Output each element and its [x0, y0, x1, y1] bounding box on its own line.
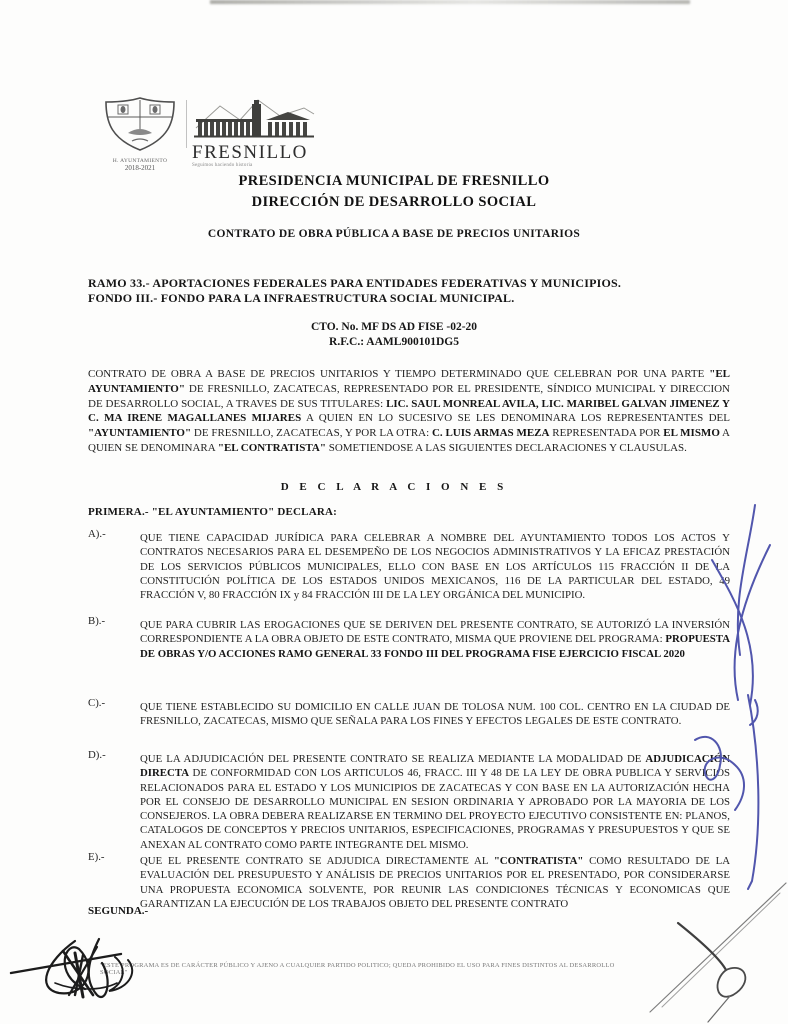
item-label: D).-: [88, 749, 106, 761]
document-title: [0, 171, 788, 213]
item-text: QUE TIENE ESTABLECIDO SU DOMICILIO EN CALLE JUAN DE TOLOSA NUM. 100 COL. CENTRO EN LA CIUDAD DE FRESNILLO, ZACATECAS, MISMO QUE SEÑALA PARA LOS FINES Y EFECTOS LEGALES DE ESTE CONTRATO.: [140, 701, 730, 728]
fresnillo-wordmark: FRESNILLO: [192, 142, 308, 163]
contract-number: CTO. No. MF DS AD FISE -02-20: [310, 321, 478, 333]
declaration-item-b: [88, 615, 730, 661]
fresnillo-logo: [192, 98, 320, 169]
crest-years: 2018-2021: [124, 164, 156, 172]
scan-artifact-top: [210, 0, 690, 4]
program-line-fondo: FONDO III.- FONDO PARA LA INFRAESTRUCTURA SOCIAL MUNICIPAL.: [88, 291, 515, 305]
municipal-crest-logo: [98, 95, 182, 172]
program-line-ramo: RAMO 33.- APORTACIONES FEDERALES PARA ENTIDADES FEDERATIVAS Y MUNICIPIOS.: [88, 276, 622, 290]
item-text: QUE TIENE CAPACIDAD JURÍDICA PARA CELEBRAR A NOMBRE DEL AYUNTAMIENTO TODOS LOS ACTOS Y CONTRATOS NECESARIOS PARA EL DESEMPEÑO DE LOS NEGOCIOS ADMINISTRATIVOS Y LA EFICAZ PRESTACIÓN DE LOS SERVICIOS PÚBLICOS MUNICIPALES, ELLO CON BASE EN LOS ARTÍCULOS 115 FRACCIÓN II DE LA CONSTITUCIÓN POLÍTICA DE LOS ESTADOS UNIDOS MEXICANOS, 116 DE LA PARTICULAR DEL ESTADO, 49 FRACCIÓN V, 80 FRACCIÓN IX y 84 FRACCIÓN III DE LA LEY ORGÁNICA DEL MUNICIPIO.: [140, 532, 730, 602]
declaration-item-a: [88, 528, 730, 602]
crest-shield-icon: [98, 95, 182, 153]
declaration-item-c: [88, 697, 730, 729]
contract-reference: [0, 320, 788, 350]
fresnillo-tagline: Seguimos haciendo historia: [192, 163, 253, 168]
item-label: B).-: [88, 615, 106, 627]
item-label: A).-: [88, 528, 106, 540]
footer-disclaimer: "ESTE PROGRAMA ES DE CARÁCTER PÚBLICO Y AJENO A CUALQUIER PARTIDO POLITICO; QUEDA PROHIBIDO EL USO PARA FINES DISTINTOS AL DESARROLLO SOCIAL": [100, 962, 615, 976]
item-text: QUE EL PRESENTE CONTRATO SE ADJUDICA DIRECTAMENTE AL "CONTRATISTA" COMO RESULTADO DE LA EVALUACIÓN DEL PRESUPUESTO Y ANÁLISIS DE PRECIOS UNITARIOS POR EL PRESENTADO, POR CONSIDERARSE UNA PROPUESTA ECONOMICA SOLVENTE, POR REUNIR LAS CONDICIONES TÉCNICAS Y ECONOMICAS QUE GARANTIZAN LA EJECUCIÓN DE LOS TRABAJOS OBJETO DEL PRESENTE CONTRATO: [140, 855, 730, 910]
item-text: QUE LA ADJUDICACIÓN DEL PRESENTE CONTRATO SE REALIZA MEDIANTE LA MODALIDAD DE ADJUDICACIÓN DIRECTA DE CONFORMIDAD CON LOS ARTICULOS 46, FRACC. III Y 48 DE LA LEY DE OBRA PUBLICA Y SERVICIOS RELACIONADOS PARA EL ESTADO Y LOS MUNICIPIOS DE ZACATECAS Y CON BASE EN LA AUTORIZACIÓN HECHA POR EL CONSEJO DE DESARROLLO MUNICIPAL EN SESION ORDINARIA Y APROBADO POR LA MAYORIA DE LOS CONSEJEROS. LA OBRA DEBERA REALIZARSE EN TERMINO DEL PROYECTO EJECUTIVO CONSISTENTE EN: PLANOS, CATALOGOS DE CONCEPTOS Y PRECIOS UNITARIOS, ESPECIFICACIONES, PROGRAMAS Y PRESUPUESTOS Y QUE SE ANEXAN AL CONTRATO COMO PARTE INTEGRANTE DEL MISMO.: [140, 753, 730, 851]
declaration-item-d: [88, 749, 730, 852]
crest-caption: H. AYUNTAMIENTO: [112, 158, 168, 164]
item-label: C).-: [88, 697, 106, 709]
item-label: E).-: [88, 851, 105, 863]
title-line-1: PRESIDENCIA MUNICIPAL DE FRESNILLO: [238, 173, 550, 189]
document-subtitle: CONTRATO DE OBRA PÚBLICA A BASE DE PRECIOS UNITARIOS: [207, 228, 581, 240]
item-text: QUE PARA CUBRIR LAS EROGACIONES QUE SE DERIVEN DEL PRESENTE CONTRATO, SE AUTORIZÓ LA INVERSIÓN CORRESPONDIENTE A LA OBRA OBJETO DE ESTE CONTRATO, MISMA QUE PROVIENE DEL PROGRAMA: PROPUESTA DE OBRAS Y/O ACCIONES RAMO GENERAL 33 FONDO III DEL PROGRAMA FISE EJERCICIO FISCAL 2020: [140, 619, 730, 660]
primera-heading: PRIMERA.- "EL AYUNTAMIENTO" DECLARA:: [88, 506, 338, 518]
fresnillo-building-icon: [192, 98, 316, 138]
title-line-2: DIRECCIÓN DE DESARROLLO SOCIAL: [251, 194, 537, 210]
declaraciones-heading: D E C L A R A C I O N E S: [280, 481, 508, 493]
logo-divider: [186, 100, 187, 148]
declaration-item-e: [88, 851, 730, 911]
contract-rfc: R.F.C.: AAML900101DG5: [329, 336, 459, 348]
intro-paragraph: CONTRATO DE OBRA A BASE DE PRECIOS UNITARIOS Y TIEMPO DETERMINADO QUE CELEBRAN POR UNA PARTE "EL AYUNTAMIENTO" DE FRESNILLO, ZACATECAS, REPRESENTADO POR EL PRESIDENTE, SÍNDICO MUNICIPAL Y DIRECCION DE DESARROLLO SOCIAL, A TRAVES DE SUS TITULARES: LIC. SAUL MONREAL AVILA, LIC. MARIBEL GALVAN JIMENEZ Y C. MA IRENE MAGALLANES MIJARES A QUIEN EN LO SUCESIVO SE LES DENOMINARA LOS REPRESENTANTES DEL "AYUNTAMIENTO" DE FRESNILLO, ZACATECAS, Y POR LA OTRA: C. LUIS ARMAS MEZA REPRESENTADA POR EL MISMO A QUIEN SE DENOMINARA "EL CONTRATISTA" SOMETIENDOSE A LAS SIGUIENTES DECLARACIONES Y CLAUSULAS.: [88, 368, 730, 454]
program-heading: [88, 276, 730, 306]
segunda-heading: SEGUNDA.-: [88, 905, 149, 917]
